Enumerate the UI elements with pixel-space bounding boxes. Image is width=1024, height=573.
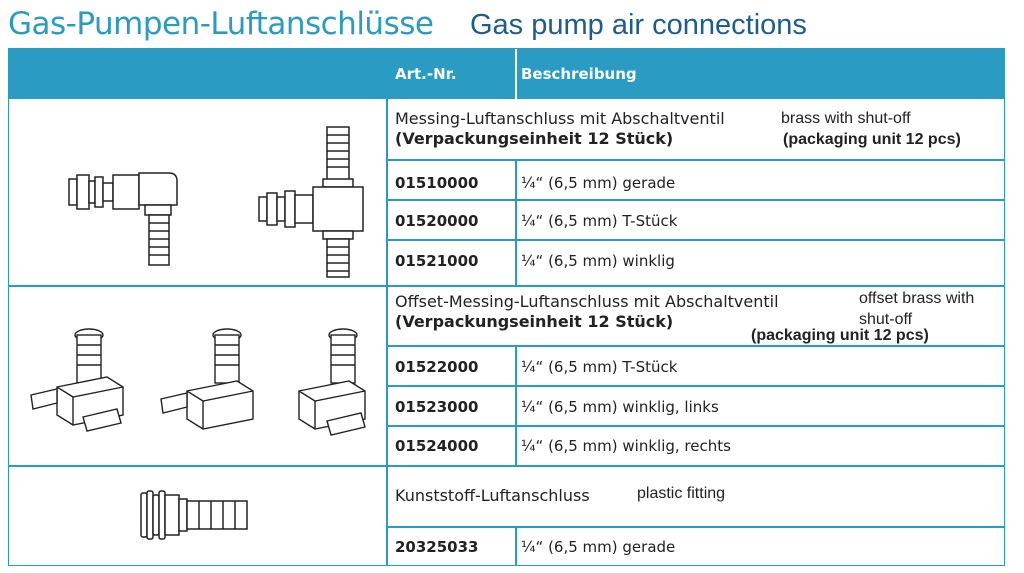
t-fitting-drawing — [251, 123, 381, 279]
art-01510000: 01510000 — [395, 174, 479, 192]
desc-01520000: ¼“ (6,5 mm) T-Stück — [521, 212, 678, 230]
offset-right-fitting-drawing — [289, 325, 389, 450]
desc-01521000: ¼“ (6,5 mm) winklig — [521, 252, 675, 270]
section2-title-en-2: shut-off — [859, 311, 913, 328]
angled-fitting-drawing — [59, 157, 199, 269]
desc-01510000: ¼“ (6,5 mm) gerade — [521, 174, 676, 192]
art-01524000: 01524000 — [395, 437, 479, 455]
section2-subtitle-en: (packaging unit 12 pcs) — [751, 327, 929, 344]
table-header — [9, 49, 1004, 99]
title-german: Gas-Pumpen-Luftanschlüsse — [8, 6, 434, 42]
desc-01524000: ¼“ (6,5 mm) winklig, rechts — [521, 437, 731, 455]
offset-t-fitting-drawing — [27, 325, 137, 450]
section2-title: Offset-Messing-Luftanschluss mit Abschaltventil (Verpackungseinheit 12 Stück) — [395, 292, 779, 331]
header-art-nr: Art.-Nr. — [395, 65, 457, 83]
section3-title: Kunststoff-Luftanschluss — [395, 486, 590, 505]
art-01523000: 01523000 — [395, 398, 479, 416]
desc-01523000: ¼“ (6,5 mm) winklig, links — [521, 398, 719, 416]
header-beschreibung: Beschreibung — [521, 65, 637, 83]
desc-01522000: ¼“ (6,5 mm) T-Stück — [521, 358, 678, 376]
section1-subtitle-en: (packaging unit 12 pcs) — [783, 131, 961, 148]
art-20325033: 20325033 — [395, 538, 479, 556]
desc-20325033: ¼“ (6,5 mm) gerade — [521, 538, 676, 556]
offset-left-fitting-drawing — [157, 325, 267, 450]
art-01522000: 01522000 — [395, 358, 479, 376]
art-01521000: 01521000 — [395, 252, 479, 270]
plastic-fitting-drawing — [137, 487, 277, 545]
title-english: Gas pump air connections — [470, 9, 807, 41]
product-table — [8, 48, 1005, 566]
section2-title-en-1: offset brass with — [859, 290, 975, 307]
section1-title: Messing-Luftanschluss mit Abschaltventil (Verpackungseinheit 12 Stück) — [395, 109, 725, 148]
section3-title-en: plastic fitting — [637, 485, 726, 502]
section1-title-en: brass with shut-off — [781, 110, 911, 127]
art-01520000: 01520000 — [395, 212, 479, 230]
